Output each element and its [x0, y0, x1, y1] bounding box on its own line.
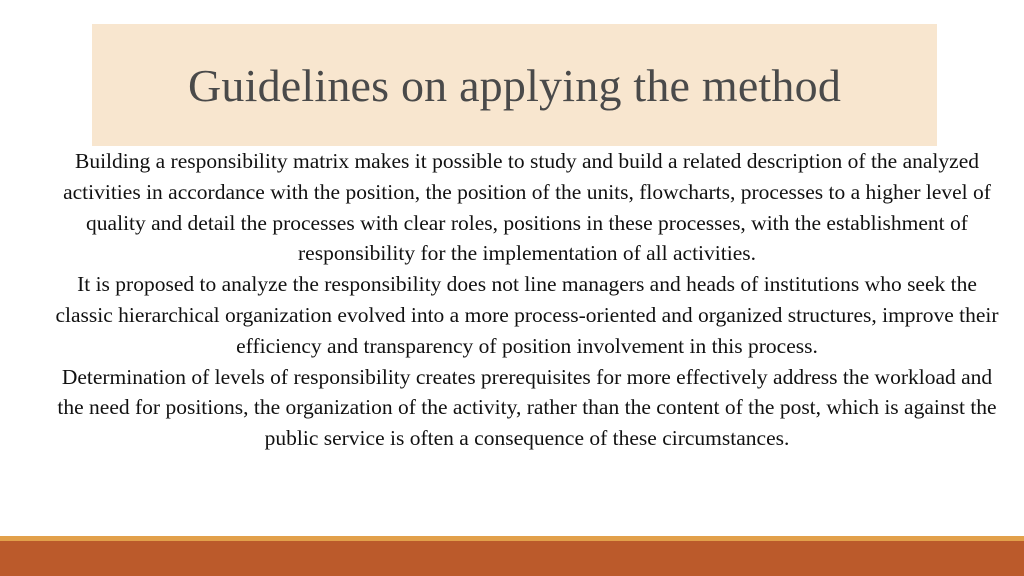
paragraph-levels-of-responsibility: Determination of levels of responsibility creates prerequisites for more effectively address the workload and the need for positions, the organization of the activity, rather than the content of the post, which is against the public service is often a consequence of these circumstances.	[57, 364, 997, 451]
slide-body	[52, 146, 1002, 454]
paragraph-responsibility-matrix: Building a responsibility matrix makes it possible to study and build a related description of the analyzed activities in accordance with the position, the position of the units, flowcharts, processes to a higher level of quality and detail the processes with clear roles, positions in these processes, with the establishment of responsibility for the implementation of all activities.	[63, 149, 991, 266]
title-banner	[92, 24, 937, 146]
footer-bar	[0, 541, 1024, 576]
paragraph-analyze-responsibility: It is proposed to analyze the responsibility does not line managers and heads of institutions who seek the classic hierarchical organization evolved into a more process-oriented and organized structures, improve their efficiency and transparency of position involvement in this process.	[55, 272, 999, 358]
slide-title: Guidelines on applying the method	[187, 59, 842, 111]
